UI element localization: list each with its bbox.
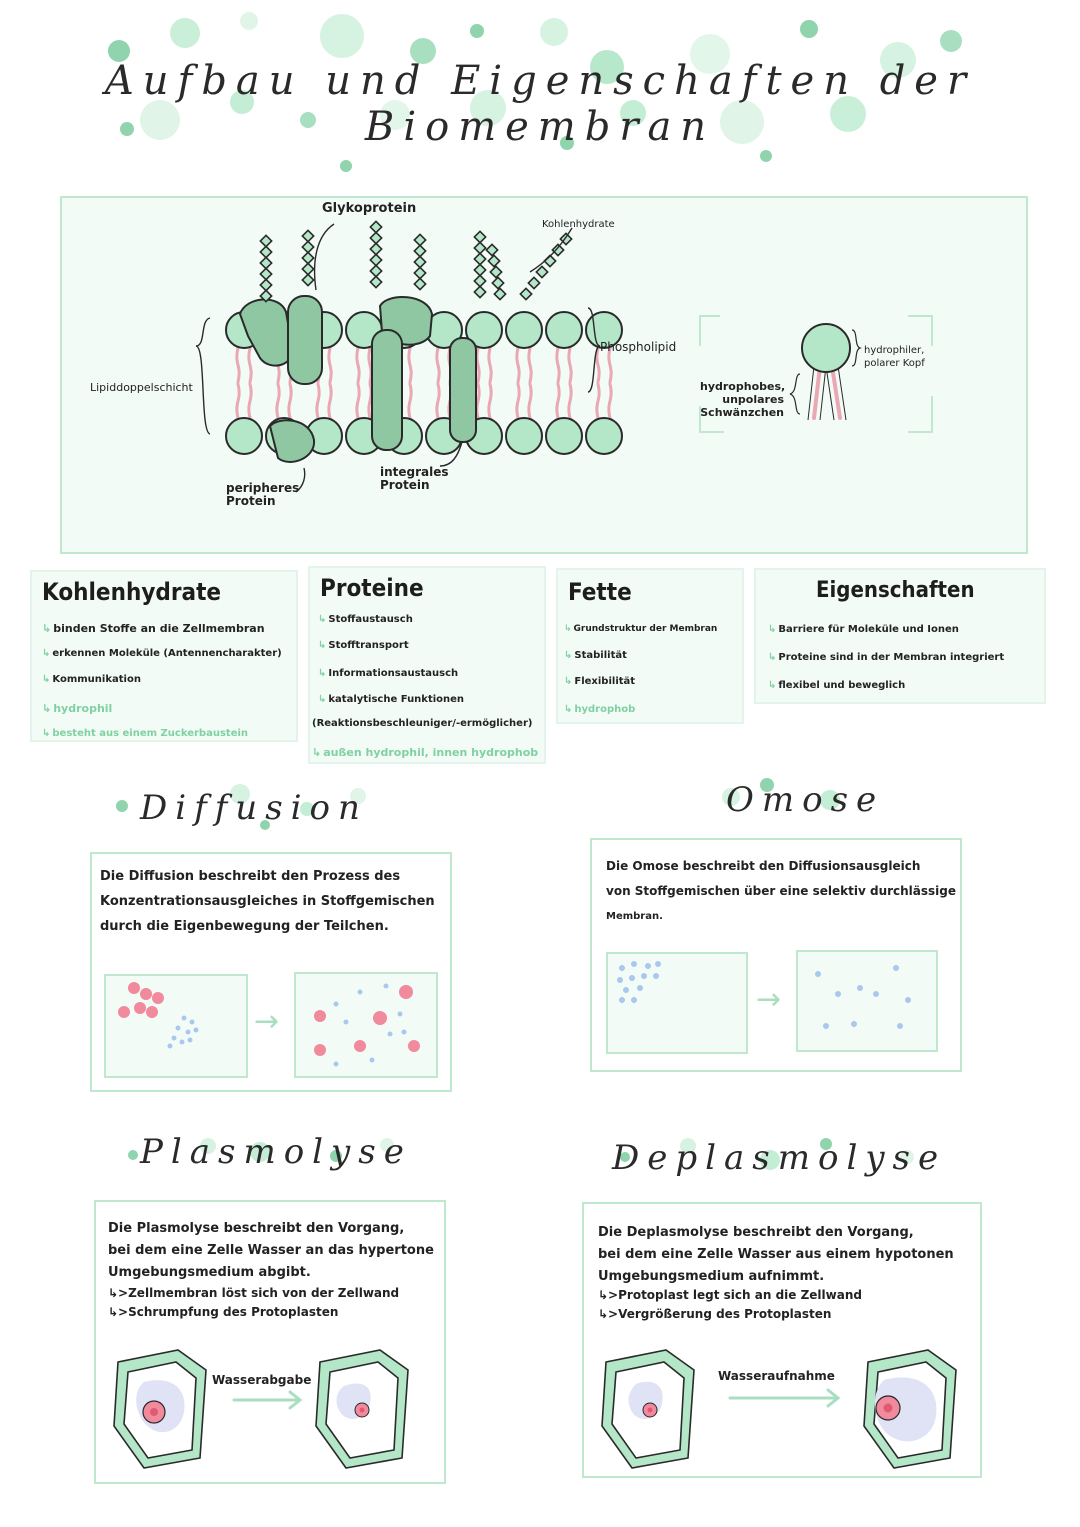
phospholipid-head — [506, 418, 542, 454]
card-title-kohlenhydrate: Kohlenhydrate — [42, 578, 222, 606]
sugar-unit — [302, 274, 313, 285]
card-item: ↳ Stabilität — [564, 650, 627, 661]
phospholipid-tail — [357, 348, 359, 382]
sugar-unit — [260, 268, 271, 279]
label-hydrophilic-head: hydrophiler, polarer Kopf — [864, 345, 925, 369]
section-title-diffusion: Diffusion — [140, 788, 368, 828]
phospholipid-tail — [529, 384, 531, 418]
osmose-particles — [606, 950, 946, 1054]
phospholipid-tail — [369, 348, 371, 382]
card-item: ↳ flexibel und beweglich — [768, 680, 906, 691]
sugar-unit — [474, 253, 485, 264]
arrow-icon: → — [254, 1004, 280, 1039]
phospholipid-tail — [517, 384, 519, 418]
label-hydrophobic-tails: hydrophobes, unpolares Schwänzchen — [700, 380, 786, 419]
label-wasseraufnahme: Wasseraufnahme — [718, 1369, 835, 1383]
sugar-unit — [492, 277, 503, 288]
card-item: ↳ Kommunikation — [42, 674, 141, 685]
card-item: ↳ binden Stoffe an die Zellmembran — [42, 622, 265, 635]
plasmolyse-text: Die Plasmolyse beschreibt den Vorgang, bei dem eine Zelle Wasser an das hypertone Umgebungsmedium abgibt. — [108, 1221, 434, 1280]
card-item: ↳ Barriere für Moleküle und Ionen — [768, 624, 959, 635]
sugar-unit — [370, 276, 381, 287]
label-lipid-bilayer: Lipiddoppelschicht — [90, 381, 193, 394]
sugar-unit — [552, 244, 563, 255]
card-item: (Reaktionsbeschleuniger/-ermöglicher) — [312, 718, 533, 729]
phospholipid-tail — [517, 348, 519, 382]
phospholipid-head — [506, 312, 542, 348]
sugar-unit — [370, 221, 381, 232]
sugar-unit — [536, 266, 547, 277]
sugar-unit — [260, 279, 271, 290]
sugar-unit — [414, 267, 425, 278]
plasmolyse-cells — [94, 1340, 446, 1480]
phospholipid-tail — [289, 384, 291, 418]
card-item: ↳ besteht aus einem Zuckerbaustein — [42, 728, 249, 739]
phospholipid-tail — [317, 384, 319, 418]
card-item: ↳ Stoffaustausch — [318, 614, 413, 625]
sugar-unit — [490, 266, 501, 277]
phospholipid-tail — [409, 384, 411, 418]
phospholipid-tail — [249, 384, 251, 418]
section-title-plasmolyse: Plasmolyse — [140, 1132, 412, 1172]
phospholipid-head — [586, 418, 622, 454]
label-integral-protein: integrales Protein — [380, 465, 449, 492]
phospholipid-head — [546, 418, 582, 454]
sugar-unit — [474, 286, 485, 297]
sugar-unit — [486, 244, 497, 255]
arrow-icon: → — [756, 982, 782, 1017]
card-item: ↳ erkennen Moleküle (Antennencharakter) — [42, 648, 282, 659]
phospholipid-tail — [489, 348, 491, 382]
label-carbohydrates: Kohlenhydrate — [542, 219, 615, 230]
phospholipid-tail — [277, 384, 279, 418]
phospholipid-tail — [329, 348, 331, 382]
carbohydrate-chains — [260, 221, 571, 301]
phospholipid-tail — [557, 348, 559, 382]
sugar-unit — [302, 263, 313, 274]
sugar-unit — [414, 256, 425, 267]
deplasmolyse-text: Die Deplasmolyse beschreibt den Vorgang, bei dem eine Zelle Wasser aus einem hypotonen Umgebungsmedium aufnimmt. — [598, 1225, 954, 1284]
sugar-unit — [370, 254, 381, 265]
card-title-fette: Fette — [568, 578, 632, 606]
phospholipid-tail — [409, 348, 411, 382]
label-wasserabgabe: Wasserabgabe — [212, 1373, 312, 1387]
phospholipid-tail — [369, 384, 371, 418]
phospholipid-tail — [489, 384, 491, 418]
sugar-unit — [260, 235, 271, 246]
membrane-diagram — [60, 196, 1028, 554]
diffusion-text: Die Diffusion beschreibt den Prozess des Konzentrationsausgleiches in Stoffgemischen durch die Eigenbewegung der Teilchen. — [100, 869, 435, 934]
phospholipid-tail — [477, 384, 479, 418]
label-glycoprotein: Glykoprotein — [322, 201, 417, 216]
phospholipid-tail — [437, 348, 439, 382]
sugar-unit — [520, 288, 531, 299]
sugar-unit — [370, 265, 381, 276]
sugar-unit — [370, 232, 381, 243]
phospholipid-tail — [569, 384, 571, 418]
phospholipid-tail — [249, 348, 251, 382]
card-item: ↳ katalytische Funktionen — [318, 694, 465, 705]
sugar-unit — [414, 245, 425, 256]
phospholipid-tail — [477, 348, 479, 382]
label-phospholipid: Phospholipid — [600, 340, 677, 354]
card-item: ↳ Proteine sind in der Membran integriert — [768, 652, 1005, 663]
phospholipid-tail — [437, 384, 439, 418]
section-title-deplasmolyse: Deplasmolyse — [612, 1138, 947, 1178]
card-item: ↳ Flexibilität — [564, 676, 636, 687]
diffusion-particles — [104, 972, 444, 1080]
sugar-unit — [474, 264, 485, 275]
card-item: ↳ außen hydrophil, innen hydrophob — [312, 746, 539, 759]
phospholipid-head — [226, 418, 262, 454]
page-title: Aufbau und Eigenschaften der Biomembran — [104, 58, 976, 150]
card-item: ↳ Grundstruktur der Membran — [564, 624, 718, 634]
section-title-osmose: Omose — [726, 780, 885, 820]
sugar-unit — [488, 255, 499, 266]
sugar-unit — [528, 277, 539, 288]
phospholipid-tail — [529, 348, 531, 382]
sugar-unit — [260, 257, 271, 268]
sugar-unit — [414, 278, 425, 289]
phospholipid-tail — [329, 384, 331, 418]
sugar-unit — [302, 241, 313, 252]
phospholipid-head — [546, 312, 582, 348]
sugar-unit — [474, 275, 485, 286]
plasmolyse-bullets: ↳>Zellmembran löst sich von der Zellwand ↳>Schrumpfung des Protoplasten — [108, 1286, 400, 1319]
card-item: ↳ Stofftransport — [318, 640, 409, 651]
sugar-unit — [414, 234, 425, 245]
phospholipid-tail — [597, 384, 599, 418]
phospholipid-tail — [357, 384, 359, 418]
sugar-unit — [474, 242, 485, 253]
card-item: ↳ hydrophob — [564, 704, 636, 715]
phospholipid-tail — [557, 384, 559, 418]
card-title-eigenschaften: Eigenschaften — [816, 578, 975, 603]
sugar-unit — [302, 230, 313, 241]
sugar-unit — [474, 231, 485, 242]
card-item: ↳ hydrophil — [42, 702, 113, 715]
label-peripheral-protein: peripheres Protein — [226, 481, 300, 508]
osmose-text: Die Omose beschreibt den Diffusionsausgleich von Stoffgemischen über eine selektiv durchlässige Membran. — [606, 859, 957, 922]
sugar-unit — [494, 288, 505, 299]
phospholipid-tail — [237, 384, 239, 418]
phospholipid-tail — [597, 348, 599, 382]
card-title-proteine: Proteine — [320, 574, 424, 602]
card-item: ↳ Informationsaustausch — [318, 668, 459, 679]
phospholipid-tail — [569, 348, 571, 382]
deplasmolyse-cells — [582, 1340, 982, 1476]
phospholipid-tail — [237, 348, 239, 382]
phospholipid-tail — [609, 384, 611, 418]
sugar-unit — [260, 246, 271, 257]
sugar-unit — [370, 243, 381, 254]
deplasmolyse-bullets: ↳>Protoplast legt sich an die Zellwand ↳>Vergrößerung des Protoplasten — [598, 1288, 862, 1321]
sugar-unit — [302, 252, 313, 263]
